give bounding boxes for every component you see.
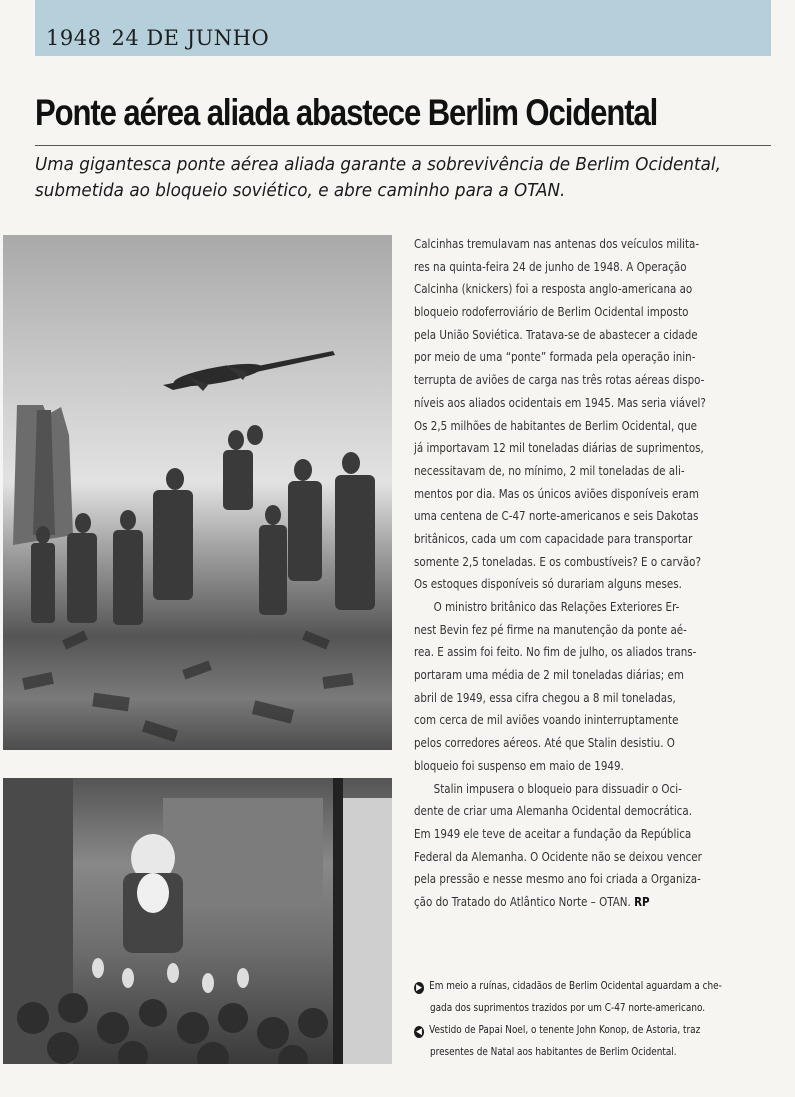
- body-line: britânicos, cada um com capacidade para transportar: [414, 530, 693, 546]
- photo-crowd-airplane: [3, 235, 392, 750]
- author-signature: RP: [634, 893, 650, 909]
- body-line: nest Bevin fez pé firme na manutenção da ponte aé-: [414, 621, 687, 637]
- deck-line-2: submetida ao bloqueio soviético, e abre caminho para a OTAN.: [35, 181, 566, 201]
- headline-rule: [35, 145, 771, 146]
- body-line: [414, 891, 708, 914]
- captions: [414, 975, 784, 1063]
- headline: Ponte aérea aliada abastece Berlim Ocidental: [35, 92, 658, 133]
- year: 1948: [46, 26, 102, 50]
- caption-1-line-1: ▶ Em meio a ruínas, cidadãos de Berlim Ocidental aguardam a che-: [414, 975, 725, 997]
- right-arrow-icon: ▶: [414, 982, 424, 994]
- body-line: com cerca de mil aviões voando ininterruptamente: [414, 712, 679, 728]
- body-line: portaram uma média de 2 mil toneladas diárias; em: [414, 667, 684, 683]
- body-line: uma centena de C-47 norte-americanos e seis Dakotas: [414, 508, 699, 524]
- body-line: abril de 1949, essa cifra chegou a 8 mil toneladas,: [414, 689, 676, 705]
- body-line: pela pressão e nesse mesmo ano foi criada a Organiza-: [414, 871, 701, 887]
- body-line: mentos por dia. Mas os únicos aviões disponíveis eram: [414, 485, 699, 501]
- body-line: bloqueio foi suspenso em maio de 1949.: [414, 757, 624, 773]
- photo-santa-cargo: [3, 778, 392, 1064]
- deck: [35, 152, 795, 204]
- caption-1-line-2: gada dos suprimentos trazidos por um C-47 norte-americano.: [429, 1002, 706, 1014]
- body-line: pelos corredores aéreos. Até que Stalin desistiu. O: [414, 735, 675, 751]
- body-line: Calcinhas tremulavam nas antenas dos veículos milita-: [414, 236, 700, 251]
- caption-2-line-2: presentes de Natal aos habitantes de Berlim Ocidental.: [429, 1046, 677, 1058]
- body-line: Stalin impusera o bloqueio para dissuadir o Oci-: [433, 780, 682, 796]
- body-line: terrupta de aviões de carga nas três rotas aéreas dispo-: [414, 372, 705, 388]
- body-line: Calcinha (knickers) foi a resposta anglo-americana ao: [414, 281, 693, 297]
- caption-2-line-1: ◀ Vestido de Papai Noel, o tenente John Konop, de Astoria, traz: [414, 1019, 725, 1041]
- body-line-text: ção do Tratado do Atlântico Norte – OTAN.: [414, 893, 631, 909]
- body-line: Os 2,5 milhões de habitantes de Berlim Ocidental, que: [414, 417, 698, 433]
- date-line: [46, 26, 279, 50]
- body-line: res na quinta-feira 24 de junho de 1948. A Operação: [414, 258, 687, 274]
- body-line: rea. E assim foi feito. No fim de julho, os aliados trans-: [414, 644, 697, 660]
- article-body: [414, 233, 772, 914]
- body-line: por meio de uma “ponte” formada pela operação inin-: [414, 349, 696, 365]
- body-line: níveis aos aliados ocidentais em 1945. Mas seria viável?: [414, 394, 706, 410]
- body-line: bloqueio rodoferroviário de Berlim Ocidental imposto: [414, 304, 689, 320]
- body-line: já importavam 12 mil toneladas diárias de suprimentos,: [414, 440, 704, 456]
- body-line: necessitavam de, no mínimo, 2 mil toneladas de ali-: [414, 462, 685, 478]
- body-line: Federal da Alemanha. O Ocidente não se deixou vencer: [414, 848, 702, 864]
- body-line: pela União Soviética. Tratava-se de abastecer a cidade: [414, 326, 698, 342]
- left-arrow-icon: ◀: [414, 1026, 424, 1038]
- date: 24 DE JUNHO: [111, 26, 270, 50]
- body-line: O ministro britânico das Relações Exteriores Er-: [433, 599, 680, 614]
- body-line: somente 2,5 toneladas. E os combustíveis? E o carvão?: [414, 553, 701, 569]
- airplane-icon: [163, 351, 335, 391]
- deck-line-1: Uma gigantesca ponte aérea aliada garante a sobrevivência de Berlim Ocidental,: [35, 155, 721, 175]
- date-band: [35, 0, 771, 56]
- body-line: Os estoques disponíveis só durariam alguns meses.: [414, 576, 682, 592]
- body-line: Em 1949 ele teve de aceitar a fundação da República: [414, 825, 692, 841]
- body-line: dente de criar uma Alemanha Ocidental democrática.: [414, 803, 692, 819]
